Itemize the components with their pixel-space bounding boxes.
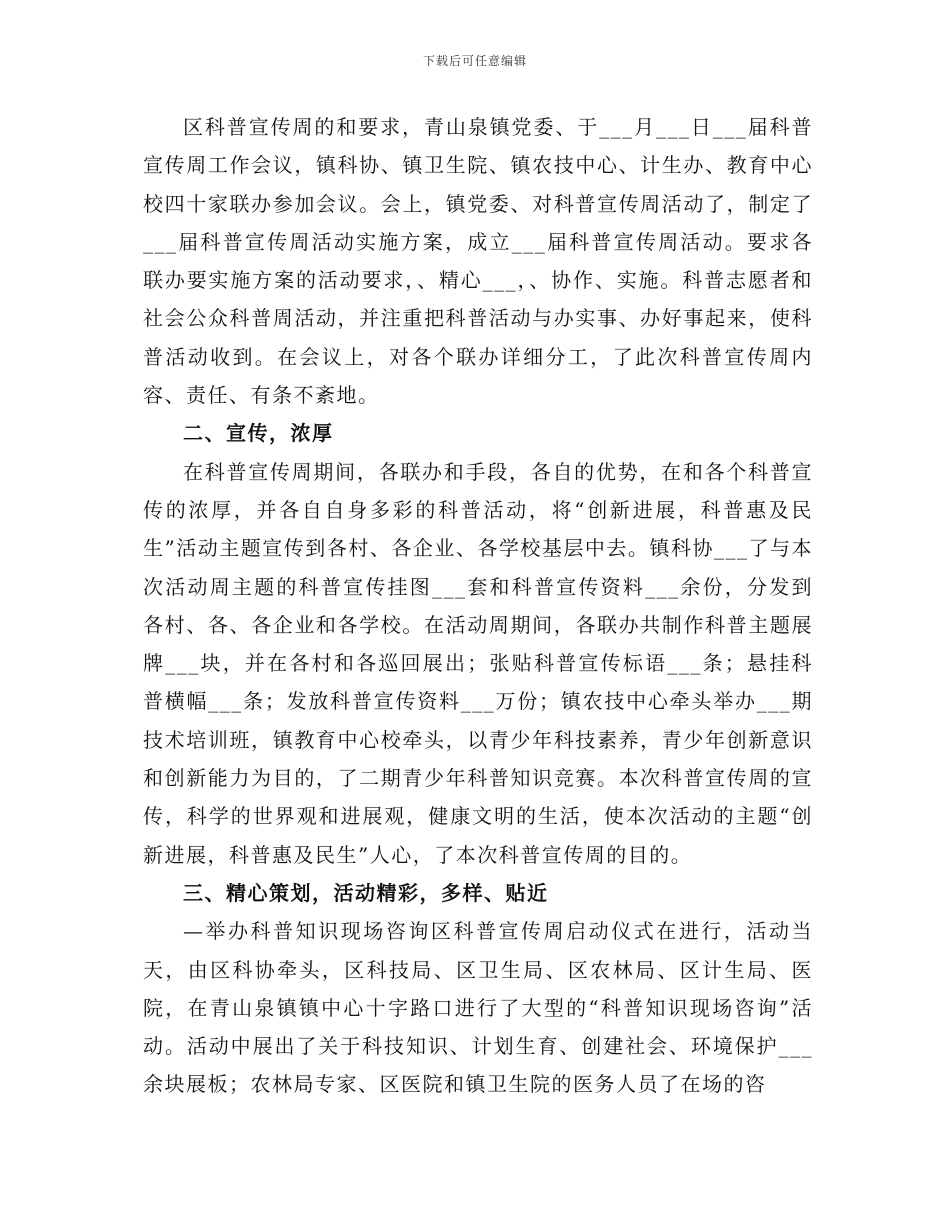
page-header-note: 下载后可任意编辑 bbox=[422, 54, 527, 68]
paragraph-2: 在科普宣传周期间，各联办和手段，各自的优势，在和各个科普宣传的浓厚，并各自自身多彩的科普活动，将“创新进展，科普惠及民生”活动主题宣传到各村、各企业、各学校基层中去。镇科协___了与本次活动周主题的科普宣传挂图___套和科普宣传资料___余份，分发到各村、各、各企业和各学校。在活动周期间，各联办共制作科普主题展牌___块，并在各村和各巡回展出；张贴科普宣传标语___条；悬挂科普横幅___条；发放科普宣传资料___万份；镇农技中心牵头举办___期技术培训班，镇教育中心校牵头，以青少年科技素养，青少年创新意识和创新能力为目的，了二期青少年科普知识竞赛。本次科普宣传周的宣传，科学的世界观和进展观，健康文明的生活，使本次活动的主题“创新进展，科普惠及民生”人心，了本次科普宣传周的目的。 bbox=[143, 459, 813, 867]
paragraph-3: —举办科普知识现场咨询区科普宣传周启动仪式在进行，活动当天，由区科协牵头，区科技局、区卫生局、区农林局、区计生局、医院，在青山泉镇镇中心十字路口进行了大型的“科普知识现场咨询”活动。活动中展出了关于科技知识、计划生育、创建社会、环境保护___余块展板；农林局专家、区医院和镇卫生院的医务人员了在场的咨 bbox=[143, 919, 813, 1097]
section-heading-3: 三、精心策划，活动精彩，多样、贴近 bbox=[183, 880, 549, 905]
document-body bbox=[143, 108, 813, 1104]
paragraph-1: 区科普宣传周的和要求，青山泉镇党委、于___月___日___届科普宣传周工作会议，镇科协、镇卫生院、镇农技中心、计生办、教育中心校四十家联办参加会议。会上，镇党委、对科普宣传周活动了，制定了___届科普宣传周活动实施方案，成立___届科普宣传周活动。要求各联办要实施方案的活动要求，、精心___，、协作、实施。科普志愿者和社会公众科普周活动，并注重把科普活动与办实事、办好事起来，使科普活动收到。在会议上，对各个联办详细分工，了此次科普宣传周内容、责任、有条不紊地。 bbox=[143, 115, 813, 408]
section-heading-2: 二、宣传，浓厚 bbox=[183, 421, 334, 446]
